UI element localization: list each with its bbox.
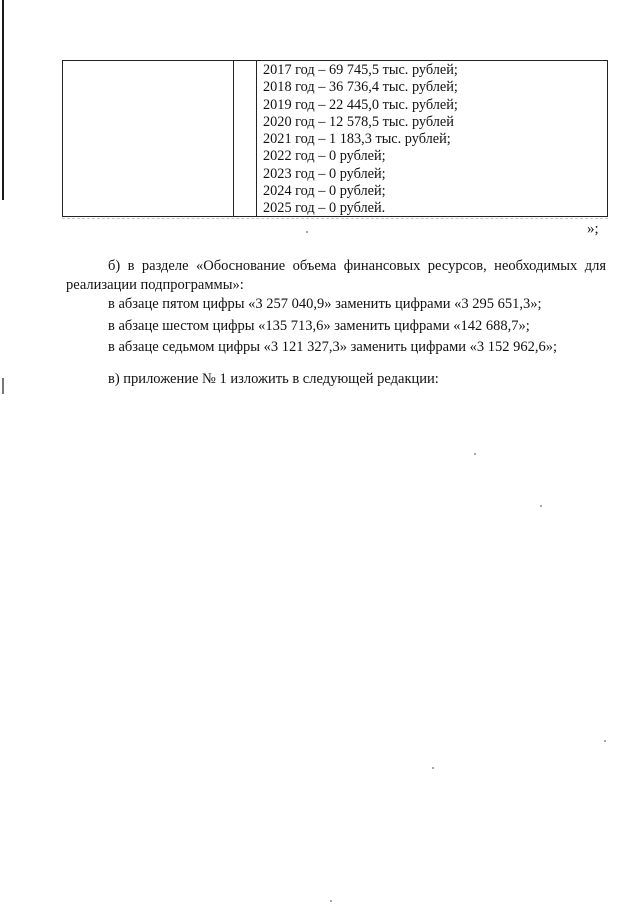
section-b-intro: б) в разделе «Обоснование объема финансовых ресурсов, необходимых для реализации подпрограммы»:: [66, 258, 606, 293]
funding-year-item: 2021 год – 1 183,3 тыс. рублей;: [263, 131, 451, 148]
scan-speck: [306, 231, 308, 233]
funding-year-item: 2025 год – 0 рублей.: [263, 200, 386, 217]
scan-edge-mark: [2, 0, 4, 200]
table-bottom-edge: [62, 218, 608, 219]
closing-quote: »;: [587, 221, 599, 237]
funding-year-item: 2020 год – 12 578,5 тыс. рублей: [263, 113, 454, 130]
section-b-item: в абзаце пятом цифры «3 257 040,9» заменить цифрами «3 295 651,3»;: [108, 296, 542, 312]
scan-edge-mark: [2, 378, 4, 394]
section-b-item: в абзаце шестом цифры «135 713,6» заменить цифрами «142 688,7»;: [108, 318, 530, 334]
scan-speck: [474, 453, 476, 455]
scan-speck: [604, 740, 606, 742]
funding-year-item: 2019 год – 22 445,0 тыс. рублей;: [263, 96, 458, 113]
scan-speck: [432, 767, 434, 769]
funding-table: [62, 60, 608, 217]
funding-year-item: 2022 год – 0 рублей;: [263, 148, 386, 165]
scan-speck: [330, 900, 332, 902]
funding-year-item: 2023 год – 0 рублей;: [263, 165, 386, 182]
funding-year-item: 2017 год – 69 745,5 тыс. рублей;: [263, 62, 458, 78]
scan-speck: [540, 505, 542, 507]
funding-year-list: [263, 62, 458, 218]
funding-year-item: 2018 год – 36 736,4 тыс. рублей;: [263, 79, 458, 96]
funding-year-item: 2024 год – 0 рублей;: [263, 183, 386, 200]
table-column-divider: [233, 61, 234, 216]
section-b-item: в абзаце седьмом цифры «3 121 327,3» заменить цифрами «3 152 962,6»;: [108, 339, 558, 355]
table-column-divider: [256, 61, 257, 216]
section-v-text: в) приложение № 1 изложить в следующей редакции:: [108, 371, 439, 387]
